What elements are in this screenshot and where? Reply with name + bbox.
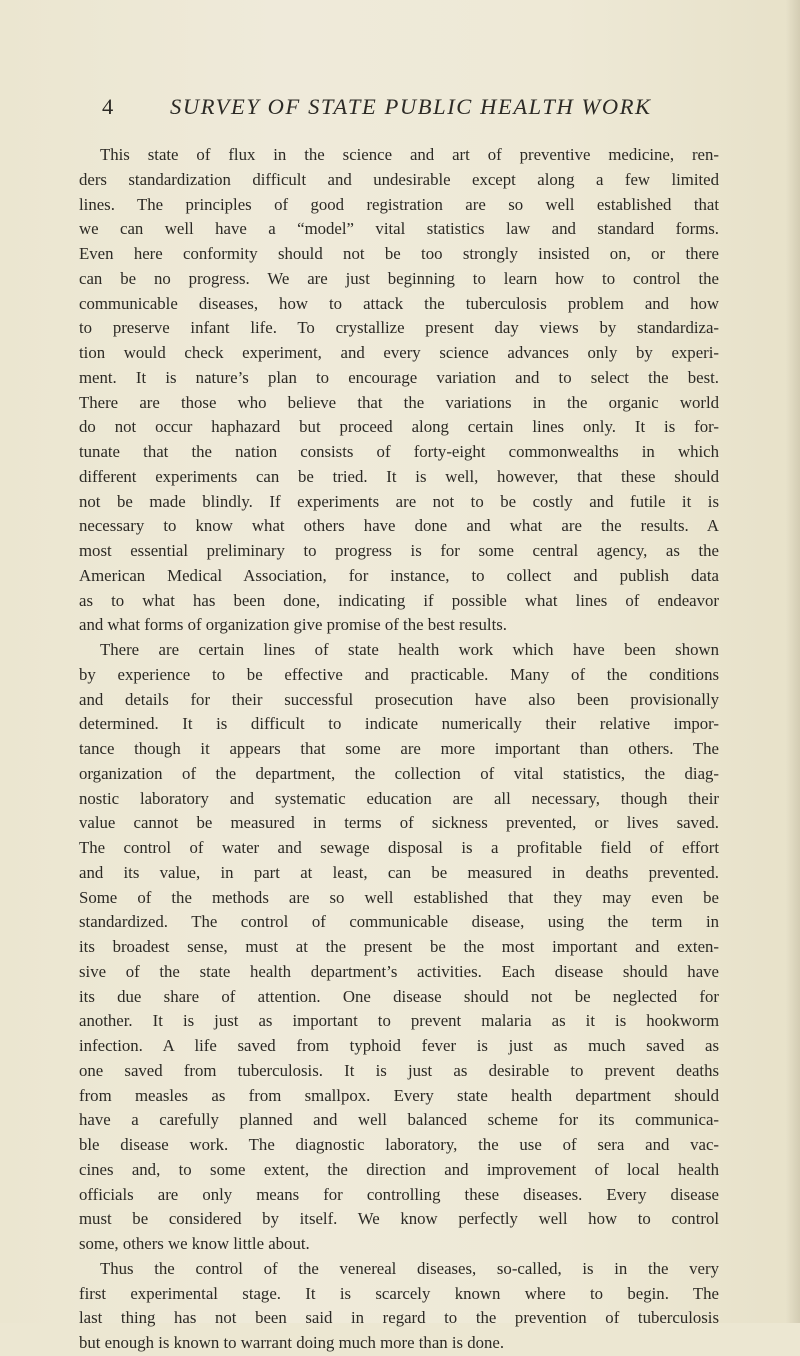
text-line: officials are only means for controlling these diseases. Every disease <box>79 1184 719 1204</box>
running-head <box>102 94 702 124</box>
text-line: as to what has been done, indicating if possible what lines of endeavor <box>79 590 719 610</box>
text-line: There are certain lines of state health work which have been shown <box>100 640 719 659</box>
text-line: we can well have a “model” vital statistics law and standard forms. <box>79 219 719 239</box>
text-line: most essential preliminary to progress is for some central agency, as the <box>79 541 719 560</box>
text-line: standardized. The control of communicable disease, using the term in <box>79 912 719 932</box>
text-line: tion would check experiment, and every science advances only by experi- <box>79 343 719 362</box>
text-line: different experiments can be tried. It is well, however, that these should <box>79 466 719 486</box>
text-line: cines and, to some extent, the direction and improvement of local health <box>79 1159 719 1179</box>
text-line: can be no progress. We are just beginning to learn how to control the <box>79 268 719 288</box>
text-line: last thing has not been said in regard to the prevention of tuberculosis <box>79 1308 719 1328</box>
text-line: lines. The principles of good registration are so well established that <box>79 194 719 214</box>
text-line: sive of the state health department’s activities. Each disease should have <box>79 961 719 981</box>
text-line: not be made blindly. If experiments are not to be costly and futile it is <box>79 491 719 511</box>
text-line: its broadest sense, must at the present be the most important and exten- <box>79 937 719 956</box>
page-number: 4 <box>102 94 115 119</box>
text-line: have a carefully planned and well balanced scheme for its communica- <box>79 1110 719 1130</box>
body-text <box>79 143 719 1356</box>
text-line: American Medical Association, for instance, to collect and publish data <box>79 565 719 585</box>
text-line: from measles as from smallpox. Every state health department should <box>79 1085 719 1105</box>
text-line: Some of the methods are so well established that they may even be <box>79 887 719 907</box>
text-line: ble disease work. The diagnostic laboratory, the use of sera and vac- <box>79 1135 719 1154</box>
text-line: ment. It is nature’s plan to encourage variation and to select the best. <box>79 367 719 387</box>
text-line: do not occur haphazard but proceed along certain lines only. It is for- <box>79 417 719 437</box>
text-line: organization of the department, the collection of vital statistics, the diag- <box>79 763 719 783</box>
text-line: determined. It is difficult to indicate numerically their relative impor- <box>79 714 719 734</box>
text-line: tunate that the nation consists of forty-eight commonwealths in which <box>79 442 719 461</box>
text-line: one saved from tuberculosis. It is just as desirable to prevent deaths <box>79 1060 719 1080</box>
text-line: some, others we know little about. <box>79 1234 310 1253</box>
text-line: value cannot be measured in terms of sickness prevented, or lives saved. <box>79 813 719 833</box>
running-head-title: SURVEY OF STATE PUBLIC HEALTH WORK <box>170 94 652 119</box>
text-line: The control of water and sewage disposal is a profitable field of effort <box>79 838 719 857</box>
text-line: ders standardization difficult and undesirable except along a few limited <box>79 169 719 189</box>
text-line: necessary to know what others have done and what are the results. A <box>79 516 719 536</box>
text-line: Thus the control of the venereal diseases, so-called, is in the very <box>100 1258 719 1278</box>
text-line: communicable diseases, how to attack the tuberculosis problem and how <box>79 293 719 313</box>
text-line: its due share of attention. One disease should not be neglected for <box>79 986 719 1006</box>
text-line: Even here conformity should not be too strongly insisted on, or there <box>79 244 719 263</box>
text-line: but enough is known to warrant doing much more than is done. <box>79 1333 505 1352</box>
text-line: This state of flux in the science and art of preventive medicine, ren- <box>100 145 719 164</box>
text-line: and its value, in part at least, can be measured in deaths prevented. <box>79 862 719 882</box>
text-line: another. It is just as important to prevent malaria as it is hookworm <box>79 1011 719 1031</box>
text-line: first experimental stage. It is scarcely known where to begin. The <box>79 1283 719 1303</box>
text-line: to preserve infant life. To crystallize present day views by standardiza- <box>79 318 719 338</box>
text-line: tance though it appears that some are more important than others. The <box>79 739 719 758</box>
text-line: There are those who believe that the variations in the organic world <box>79 392 719 412</box>
text-line: and what forms of organization give promise of the best results. <box>79 615 507 635</box>
text-line: must be considered by itself. We know perfectly well how to control <box>79 1209 719 1229</box>
text-line: by experience to be effective and practicable. Many of the conditions <box>79 664 719 684</box>
text-line: nostic laboratory and systematic education are all necessary, though their <box>79 788 719 808</box>
text-line: and details for their successful prosecution have also been provisionally <box>79 689 719 709</box>
page-edge-shadow <box>786 0 800 1323</box>
text-line: infection. A life saved from typhoid fever is just as much saved as <box>79 1036 719 1055</box>
